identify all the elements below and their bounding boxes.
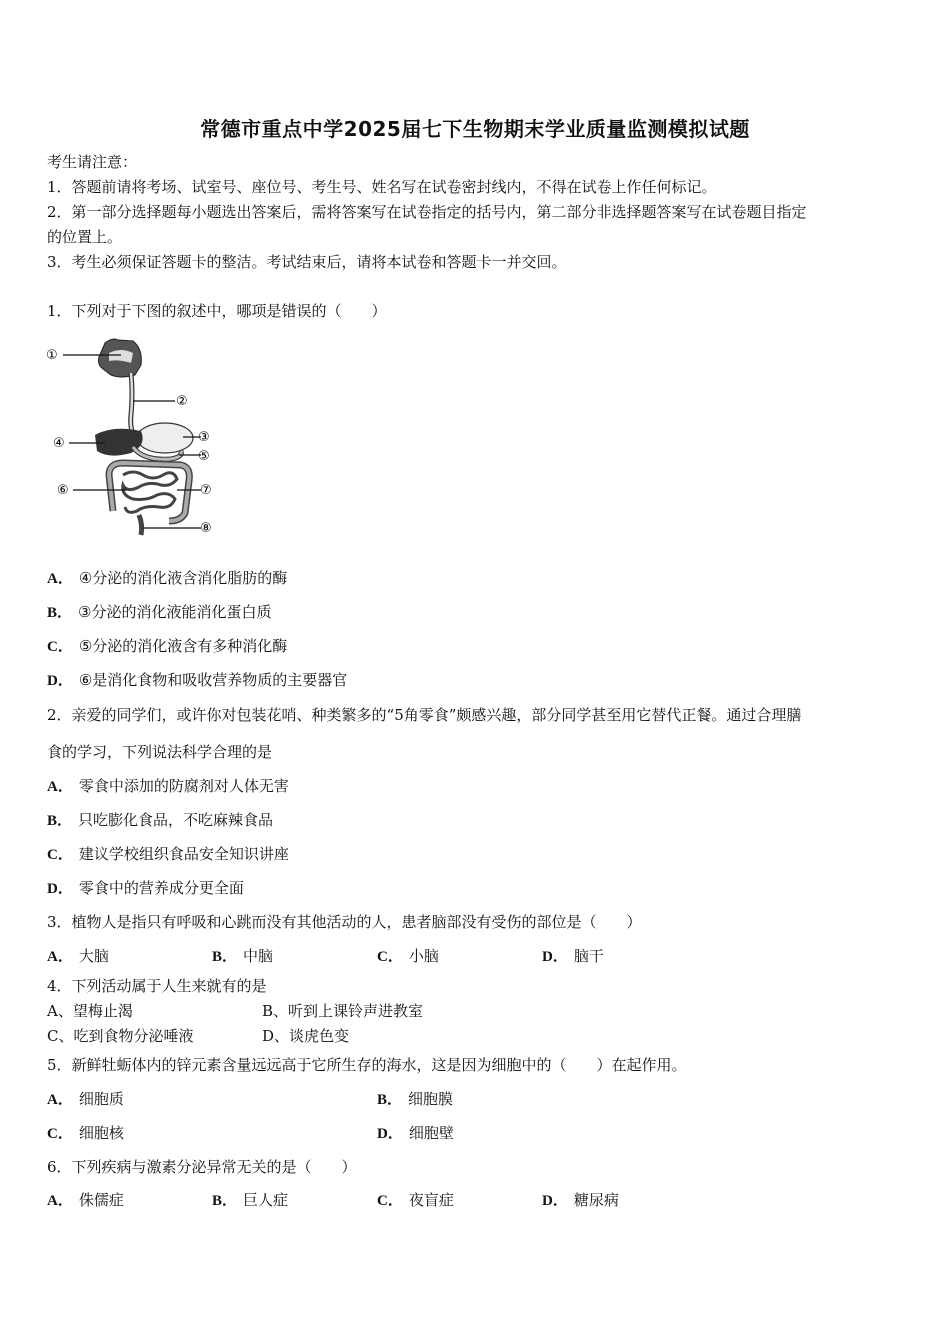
q1-stem: 1．下列对于下图的叙述中，哪项是错误的（ ） [47, 302, 387, 320]
option-text: 侏儒症 [78, 1191, 124, 1209]
notice-item-2: 2．第一部分选择题每小题选出答案后，需将答案写在试卷指定的括号内，第二部分非选择题答案写在试卷题目指定 [47, 203, 807, 221]
figure-label-8: ⑧ [200, 521, 212, 536]
q2-stem-line2: 食的学习，下列说法科学合理的是 [47, 743, 273, 761]
notice-item-2-cont: 的位置上。 [47, 228, 123, 246]
q2-option-a[interactable] [47, 776, 289, 797]
option-letter: C． [377, 1193, 403, 1209]
q4-option-b[interactable]: B、听到上课铃声进教室 [262, 1002, 424, 1020]
q6-option-b[interactable] [212, 1190, 288, 1211]
digestive-system-figure [43, 335, 223, 545]
q6-option-d[interactable] [542, 1190, 619, 1211]
option-letter: D． [377, 1126, 403, 1142]
q3-option-b[interactable] [212, 946, 273, 967]
option-letter: D． [542, 1193, 568, 1209]
option-text: 小脑 [408, 947, 439, 965]
option-text: 细胞壁 [408, 1124, 454, 1142]
option-letter: C． [47, 847, 73, 863]
q3-option-c[interactable] [377, 946, 439, 967]
q6-option-a[interactable] [47, 1190, 124, 1211]
figure-label-5: ⑤ [198, 449, 210, 464]
option-text: 细胞膜 [408, 1090, 454, 1108]
option-letter: A． [47, 779, 73, 795]
q1-option-b[interactable] [47, 602, 271, 623]
q5-stem: 5．新鲜牡蛎体内的锌元素含量远远高于它所生存的海水，这是因为细胞中的（ ）在起作用。 [47, 1056, 687, 1074]
option-text: 脑干 [573, 947, 604, 965]
q1-option-d[interactable] [47, 670, 347, 691]
q3-option-d[interactable] [542, 946, 604, 967]
figure-label-7: ⑦ [200, 483, 212, 498]
option-text: ⑥是消化食物和吸收营养物质的主要器官 [78, 671, 348, 689]
figure-label-4: ④ [53, 436, 65, 451]
option-text: ⑤分泌的消化液含有多种消化酶 [78, 637, 288, 655]
option-text: 细胞质 [78, 1090, 124, 1108]
option-letter: C． [47, 1126, 73, 1142]
option-text: ④分泌的消化液含消化脂肪的酶 [78, 569, 288, 587]
option-letter: B． [47, 813, 73, 829]
q5-option-a[interactable] [47, 1089, 124, 1110]
option-text: 糖尿病 [573, 1191, 619, 1209]
option-letter: B． [377, 1092, 403, 1108]
option-letter: A． [47, 1193, 73, 1209]
q2-stem-line1: 2．亲爱的同学们，或许你对包装花哨、种类繁多的“5角零食”颇感兴趣，部分同学甚至用它替代正餐。通过合理膳 [47, 706, 802, 724]
q4-option-c[interactable]: C、吃到食物分泌唾液 [47, 1027, 194, 1045]
option-letter: D． [47, 673, 73, 689]
option-text: 零食中添加的防腐剂对人体无害 [78, 777, 289, 795]
q2-option-c[interactable] [47, 844, 289, 865]
option-text: 建议学校组织食品安全知识讲座 [78, 845, 289, 863]
option-text: 中脑 [243, 947, 274, 965]
q3-stem: 3．植物人是指只有呼吸和心跳而没有其他活动的人，患者脑部没有受伤的部位是（ ） [47, 913, 642, 931]
figure-label-2: ② [176, 394, 188, 409]
q5-option-c[interactable] [47, 1123, 124, 1144]
notice-item-3: 3．考生必须保证答题卡的整洁。考试结束后，请将本试卷和答题卡一并交回。 [47, 253, 567, 271]
option-letter: B． [212, 1193, 238, 1209]
option-text: 大脑 [78, 947, 109, 965]
figure-label-3: ③ [198, 430, 210, 445]
option-letter: B． [212, 949, 238, 965]
option-text: 细胞核 [78, 1124, 124, 1142]
q6-stem: 6．下列疾病与激素分泌异常无关的是（ ） [47, 1158, 357, 1176]
page-title: 常德市重点中学2025届七下生物期末学业质量监测模拟试题 [200, 117, 750, 141]
notice-item-1: 1．答题前请将考场、试室号、座位号、考生号、姓名写在试卷密封线内，不得在试卷上作任何标记。 [47, 178, 717, 196]
option-letter: A． [47, 1092, 73, 1108]
option-letter: C． [47, 639, 73, 655]
option-letter: A． [47, 571, 73, 587]
figure-label-1: ① [46, 348, 58, 363]
q1-option-a[interactable] [47, 568, 287, 589]
option-text: 巨人症 [243, 1191, 289, 1209]
q4-stem: 4．下列活动属于人生来就有的是 [47, 977, 267, 995]
q4-option-a[interactable]: A、望梅止渴 [47, 1002, 133, 1020]
q4-option-d[interactable]: D、谈虎色变 [262, 1027, 350, 1045]
option-text: 零食中的营养成分更全面 [78, 879, 244, 897]
option-letter: C． [377, 949, 403, 965]
option-text: ③分泌的消化液能消化蛋白质 [78, 603, 272, 621]
figure-label-6: ⑥ [57, 483, 69, 498]
option-letter: A． [47, 949, 73, 965]
option-letter: D． [47, 881, 73, 897]
q2-option-b[interactable] [47, 810, 273, 831]
q5-option-d[interactable] [377, 1123, 454, 1144]
q3-option-a[interactable] [47, 946, 109, 967]
q1-option-c[interactable] [47, 636, 287, 657]
option-letter: B． [47, 605, 73, 621]
notice-heading: 考生请注意： [47, 153, 138, 171]
option-letter: D． [542, 949, 568, 965]
q2-option-d[interactable] [47, 878, 244, 899]
q5-option-b[interactable] [377, 1089, 453, 1110]
q6-option-c[interactable] [377, 1190, 454, 1211]
option-text: 只吃膨化食品，不吃麻辣食品 [78, 811, 274, 829]
option-text: 夜盲症 [408, 1191, 454, 1209]
